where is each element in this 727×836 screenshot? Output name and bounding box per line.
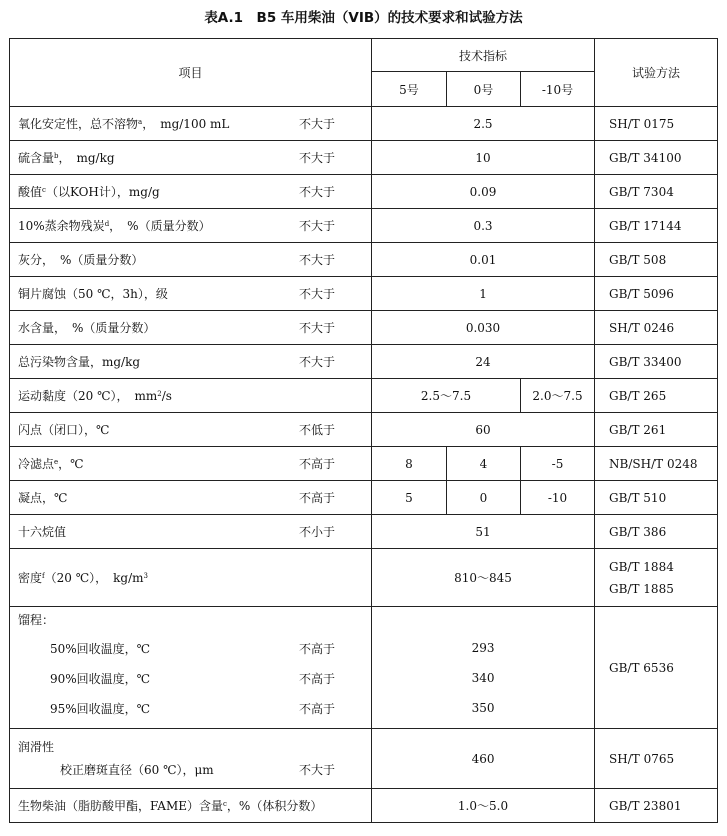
cfpp-value-5: 8	[372, 447, 447, 481]
row-method: GB/T 33400	[595, 345, 718, 379]
table-row	[10, 277, 718, 311]
row-item: 水含量， %（质量分数） 不大于	[10, 311, 372, 345]
grade-0: 0号	[447, 72, 521, 107]
table-row	[10, 107, 718, 141]
row-item: 总污染物含量，mg/kg 不大于	[10, 345, 372, 379]
pour-item: 凝点，℃ 不高于	[10, 481, 372, 515]
table-row	[10, 175, 718, 209]
grade-5: 5号	[372, 72, 447, 107]
biodiesel-value: 1.0～5.0	[372, 789, 595, 823]
viscosity-item: 运动黏度（20 ℃）， $mm^2/s$	[10, 379, 372, 413]
row-method: GB/T 34100	[595, 141, 718, 175]
viscosity-value-a: 2.5～7.5	[372, 379, 521, 413]
flash-item: 闪点（闭口），℃ 不低于	[10, 413, 372, 447]
row-item: 酸值$^c$（以KOH计），mg/g 不大于	[10, 175, 372, 209]
pour-method: GB/T 510	[595, 481, 718, 515]
row-item: 10%蒸余物残炭$^d$， %（质量分数） 不大于	[10, 209, 372, 243]
row-item: 氧化安定性，总不溶物$^a$， mg/100 mL 不大于	[10, 107, 372, 141]
cetane-value: 51	[372, 515, 595, 549]
viscosity-row	[10, 379, 718, 413]
density-value: 810～845	[372, 549, 595, 607]
row-item: 硫含量$^b$， mg/kg 不大于	[10, 141, 372, 175]
lubricity-item: 润滑性 校正磨斑直径（60 ℃），μm 不大于	[10, 729, 372, 789]
table-row	[10, 345, 718, 379]
lubricity-value: 460	[372, 729, 595, 789]
pour-value-minus10: -10	[521, 481, 595, 515]
row-method: GB/T 7304	[595, 175, 718, 209]
header-method: 试验方法	[595, 39, 718, 107]
table-row	[10, 311, 718, 345]
row-value: 0.09	[372, 175, 595, 209]
viscosity-method: GB/T 265	[595, 379, 718, 413]
table-row	[10, 243, 718, 277]
pour-row	[10, 481, 718, 515]
lubricity-method: SH/T 0765	[595, 729, 718, 789]
viscosity-value-b: 2.0～7.5	[521, 379, 595, 413]
row-item: 灰分， %（质量分数） 不大于	[10, 243, 372, 277]
row-value: 0.030	[372, 311, 595, 345]
row-value: 10	[372, 141, 595, 175]
row-method: GB/T 5096	[595, 277, 718, 311]
grade-minus10: -10号	[521, 72, 595, 107]
row-item: 铜片腐蚀（50 ℃，3h），级 不大于	[10, 277, 372, 311]
density-row	[10, 549, 718, 607]
row-value: 0.3	[372, 209, 595, 243]
biodiesel-row	[10, 789, 718, 823]
distillation-row	[10, 607, 718, 729]
cetane-item: 十六烷值 不小于	[10, 515, 372, 549]
header-item: 项目	[10, 39, 372, 107]
cetane-method: GB/T 386	[595, 515, 718, 549]
flash-value: 60	[372, 413, 595, 447]
distillation-values: 293 340 350	[372, 607, 595, 729]
distillation-item: 馏程： 50%回收温度，℃ 不高于 90%回收温度，℃ 不高于 95%回收温度，℃ 不高于	[10, 607, 372, 729]
row-method: SH/T 0246	[595, 311, 718, 345]
density-item: 密度$^f$（20 ℃）， $kg/m^3$	[10, 549, 372, 607]
density-method: GB/T 1884 GB/T 1885	[595, 549, 718, 607]
cfpp-item: 冷滤点$^e$，℃ 不高于	[10, 447, 372, 481]
pour-value-0: 0	[447, 481, 521, 515]
header-tech-index: 技术指标	[372, 39, 595, 72]
cfpp-value-minus10: -5	[521, 447, 595, 481]
table-row	[10, 141, 718, 175]
biodiesel-method: GB/T 23801	[595, 789, 718, 823]
row-value: 0.01	[372, 243, 595, 277]
flash-method: GB/T 261	[595, 413, 718, 447]
row-method: SH/T 0175	[595, 107, 718, 141]
row-method: GB/T 17144	[595, 209, 718, 243]
row-value: 24	[372, 345, 595, 379]
cetane-row	[10, 515, 718, 549]
cfpp-method: NB/SH/T 0248	[595, 447, 718, 481]
spec-table	[9, 38, 718, 823]
row-method: GB/T 508	[595, 243, 718, 277]
pour-value-5: 5	[372, 481, 447, 515]
row-value: 1	[372, 277, 595, 311]
biodiesel-item: 生物柴油（脂肪酸甲酯，FAME）含量$^c$，%（体积分数）	[10, 789, 372, 823]
header-row	[10, 39, 718, 72]
table-row	[10, 209, 718, 243]
lubricity-row	[10, 729, 718, 789]
cfpp-row	[10, 447, 718, 481]
cfpp-value-0: 4	[447, 447, 521, 481]
row-value: 2.5	[372, 107, 595, 141]
table-title: 表A.1 B5 车用柴油（VIB）的技术要求和试验方法	[204, 10, 523, 26]
flash-row	[10, 413, 718, 447]
distillation-method: GB/T 6536	[595, 607, 718, 729]
